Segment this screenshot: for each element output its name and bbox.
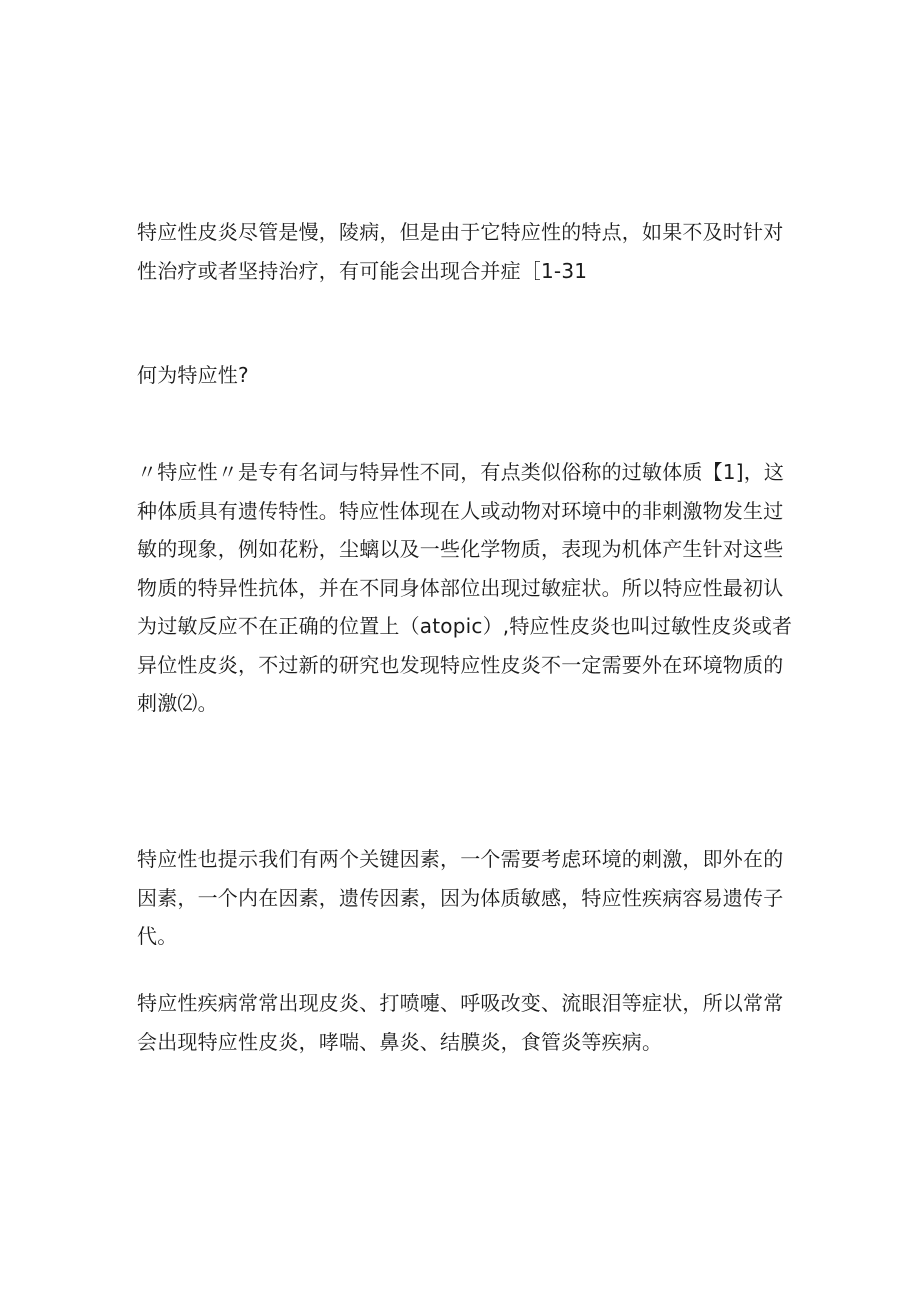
text-line: 性治疗或者坚持治疗，有可能会出现合并症［1-31 — [137, 258, 588, 283]
text-line: 〃特应性〃是专有名词与特异性不同，有点类似俗称的过敏体质【1]，这 — [137, 460, 785, 484]
paragraph-intro — [137, 213, 792, 290]
text-line: 因素，一个内在因素，遗传因素，因为体质敏感，特应性疾病容易遗传子 — [137, 885, 784, 910]
heading-text: 何为特应性? — [137, 363, 249, 387]
text-line: 特应性皮炎尽管是慢，陵病，但是由于它特应性的特点，如果不及时针对 — [137, 220, 784, 244]
paragraph-factors — [137, 840, 792, 956]
text-line: 代。 — [137, 924, 178, 948]
text-line: 为过敏反应不在正确的位置上（atopic）,特应性皮炎也叫过敏性皮炎或者 — [137, 614, 793, 638]
text-line: 敏的现象，例如花粉，尘螭以及一些化学物质，表现为机体产生针对这些 — [137, 537, 784, 561]
paragraph-symptoms — [137, 984, 792, 1061]
text-line: 种体质具有遗传特性。特应性体现在人或动物对环境中的非刺激物发生过 — [137, 498, 784, 523]
section-heading — [137, 356, 792, 395]
text-line: 异位性皮炎，不过新的研究也发现特应性皮炎不一定需要外在环境物质的 — [137, 652, 784, 677]
text-line: 物质的特异性抗体，并在不同身体部位出现过敏症状。所以特应性最初认 — [137, 575, 784, 600]
paragraph-definition — [137, 453, 792, 723]
text-line: 特应性疾病常常出现皮炎、打喷嚏、呼吸改变、流眼泪等症状，所以常常 — [137, 991, 784, 1015]
text-line: 刺激⑵。 — [137, 691, 218, 715]
text-line: 会出现特应性皮炎，哮喘、鼻炎、结膜炎，食管炎等疾病。 — [137, 1029, 663, 1054]
text-line: 特应性也提示我们有两个关键因素，一个需要考虑环境的刺激，即外在的 — [137, 847, 784, 871]
